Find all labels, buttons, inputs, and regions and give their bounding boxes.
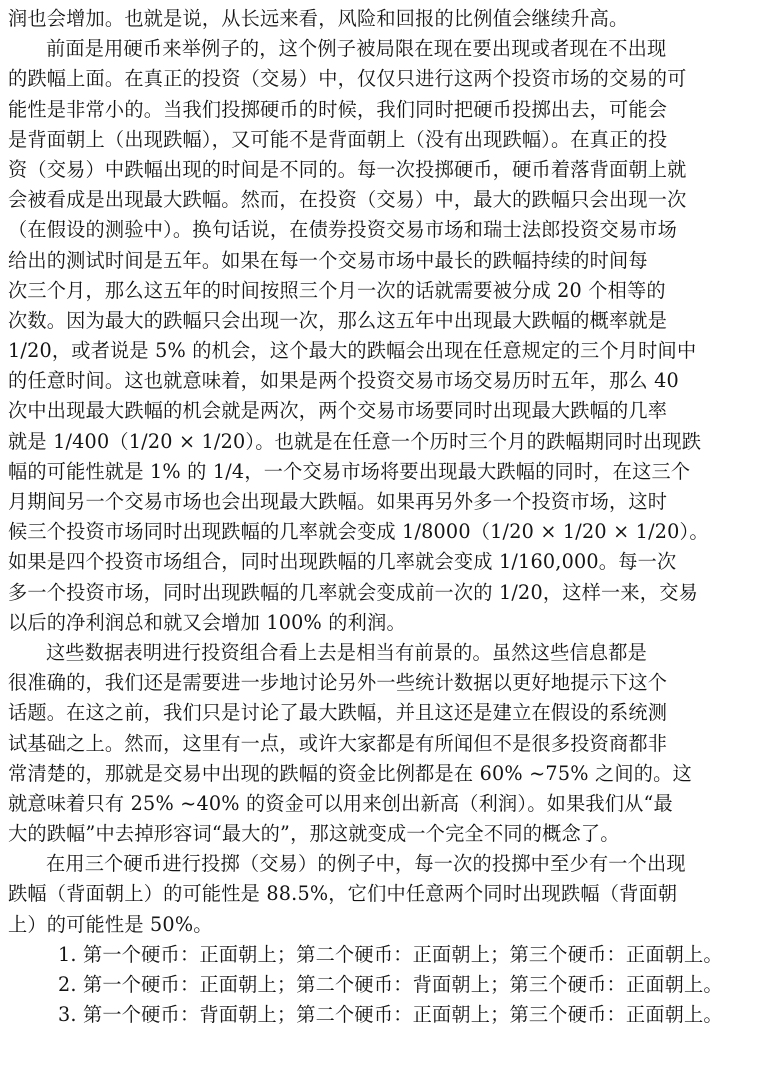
text-line: 润也会增加。也就是说，从长远来看，风险和回报的比例值会继续升高。 <box>8 7 629 30</box>
text-line: 资（交易）中跌幅出现的时间是不同的。每一次投掷硬币，硬币着落背面朝上就 <box>8 157 687 181</box>
text-line: 的跌幅上面。在真正的投资（交易）中，仅仅只进行这两个投资市场的交易的可 <box>8 67 687 91</box>
text-line: 次三个月，那么这五年的时间按照三个月一次的话就需要被分成 20 个相等的 <box>8 278 666 302</box>
paragraph-first-line: 在用三个硬币进行投掷（交易）的例子中，每一次的投掷中至少有一个出现 <box>46 852 686 876</box>
text-line: （在假设的测验中）。换句话说，在债券投资交易市场和瑞士法郎投资交易市场 <box>8 218 677 242</box>
paragraph-first-line: 前面是用硬币来举例子的，这个例子被局限在现在要出现或者现在不出现 <box>46 37 667 61</box>
text-line: 上）的可能性是 50%。 <box>8 912 213 936</box>
text-line: 就是 1/400（1/20 × 1/20）。也就是在任意一个历时三个月的跌幅期同时出现跌 <box>8 429 702 453</box>
text-line: 以后的净利润总和就又会增加 100% 的利润。 <box>8 610 406 634</box>
text-line: 幅的可能性就是 1% 的 1/4，一个交易市场将要出现最大跌幅的同时，在这三个 <box>8 459 691 483</box>
list-item: 1. 第一个硬币：正面朝上；第二个硬币：正面朝上；第三个硬币：正面朝上。 <box>58 942 723 966</box>
text-line: 跌幅（背面朝上）的可能性是 88.5%，它们中任意两个同时出现跌幅（背面朝 <box>8 882 678 906</box>
text-line: 就意味着只有 25% ~40% 的资金可以用来创出新高（利润）。如果我们从“最 <box>8 791 673 815</box>
text-line: 大的跌幅”中去掉形容词“最大的”，那这就变成一个完全不同的概念了。 <box>8 822 620 846</box>
text-line: 次中出现最大跌幅的机会就是两次，两个交易市场要同时出现最大跌幅的几率 <box>8 399 668 423</box>
text-line: 多一个投资市场，同时出现跌幅的几率就会变成前一次的 1/20，这样一来，交易 <box>8 580 698 604</box>
text-line: 话题。在这之前，我们只是讨论了最大跌幅，并且这还是建立在假设的系统测 <box>8 701 668 725</box>
text-line: 的任意时间。这也就意味着，如果是两个投资交易市场交易历时五年，那么 40 <box>8 369 679 393</box>
list-item: 3. 第一个硬币：背面朝上；第二个硬币：正面朝上；第三个硬币：正面朝上。 <box>58 1003 723 1027</box>
text-line: 1/20，或者说是 5% 的机会，这个最大的跌幅会出现在任意规定的三个月时间中 <box>8 339 697 363</box>
text-line: 是背面朝上（出现跌幅），又可能不是背面朝上（没有出现跌幅）。在真正的投 <box>8 127 668 151</box>
text-line: 次数。因为最大的跌幅只会出现一次，那么这五年中出现最大跌幅的概率就是 <box>8 308 668 332</box>
list-item: 2. 第一个硬币：正面朝上；第二个硬币：背面朝上；第三个硬币：正面朝上。 <box>58 973 723 996</box>
text-line: 如果是四个投资市场组合，同时出现跌幅的几率就会变成 1/160,000。每一次 <box>8 550 677 574</box>
text-line: 给出的测试时间是五年。如果在每一个交易市场中最长的跌幅持续的时间每 <box>8 248 648 272</box>
text-line: 很准确的，我们还是需要进一步地讨论另外一些统计数据以更好地提示下这个 <box>8 671 668 695</box>
text-line: 会被看成是出现最大跌幅。然而，在投资（交易）中，最大的跌幅只会出现一次 <box>8 188 687 212</box>
paragraph-first-line: 这些数据表明进行投资组合看上去是相当有前景的。虽然这些信息都是 <box>46 640 648 664</box>
text-line: 常清楚的，那就是交易中出现的跌幅的资金比例都是在 60% ~75% 之间的。这 <box>8 761 692 785</box>
text-line: 试基础之上。然而，这里有一点，或许大家都是有所闻但不是很多投资商都非 <box>8 731 668 755</box>
text-line: 月期间另一个交易市场也会出现最大跌幅。如果再另外多一个投资市场，这时 <box>8 490 668 513</box>
text-line: 能性是非常小的。当我们投掷硬币的时候，我们同时把硬币投掷出去，可能会 <box>8 97 668 121</box>
text-line: 候三个投资市场同时出现跌幅的几率就会变成 1/8000（1/20 × 1/20 × 1/20）。 <box>8 520 709 544</box>
